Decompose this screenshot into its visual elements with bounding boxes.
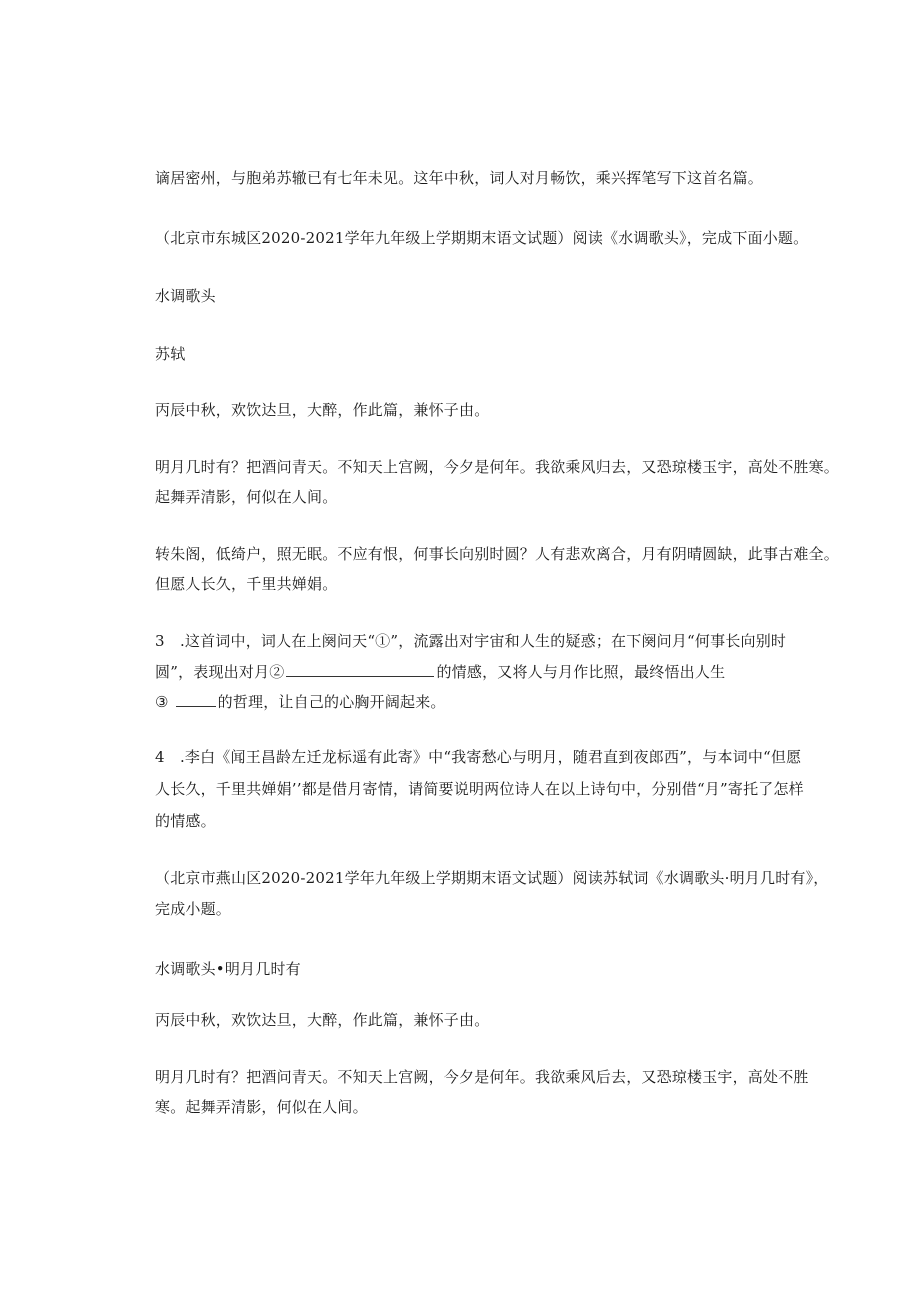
section1-preface: 丙辰中秋，欢饮达旦，大醉，作此篇，兼怀子由。 — [155, 401, 490, 419]
question4-line3: 的情感。 — [155, 812, 216, 830]
section2-stanza1-line2: 寒。起舞弄清影，何似在人间。 — [155, 1098, 368, 1116]
answer-blank-2[interactable] — [286, 661, 434, 677]
section2-preface: 丙辰中秋，欢饮达旦，大醉，作此篇，兼怀子由。 — [155, 1011, 490, 1029]
question4-line2: 人长久，千里共婵娟’’都是借月寄情，请简要说明两位诗人在以上诗句中，分别借“月”寄托了怎样 — [155, 780, 804, 798]
section1-stanza1-line1: 明月几时有？把酒问青天。不知天上宫阙，今夕是何年。我欲乘风归去，又恐琼楼玉宇，高处不胜寒。 — [155, 458, 840, 476]
section1-stanza2-line1: 转朱阁，低绮户，照无眠。不应有恨，何事长向别时圆？人有悲欢离合，月有阴晴圆缺，此事古难全。 — [155, 545, 840, 563]
question3-line3 — [155, 691, 446, 712]
section2-source-line2: 完成小题。 — [155, 900, 232, 918]
section1-poem-author: 苏轼 — [155, 345, 186, 363]
section2-poem-title: 水调歌头•明月几时有 — [155, 960, 301, 978]
section2-source-line1: （北京市燕山区2020-2021学年九年级上学期期末语文试题）阅读苏轼词《水调歌头·明月几时有》， — [155, 869, 829, 887]
section2-stanza1-line1: 明月几时有？把酒问青天。不知天上宫阙，今夕是何年。我欲乘风后去，又恐琼楼玉宇，高处不胜 — [155, 1068, 809, 1086]
question3-line2-pre: 圆”，表现出对月② — [155, 663, 285, 681]
question3-line3-pre: ③ — [155, 693, 169, 711]
section1-poem-title: 水调歌头 — [155, 287, 216, 305]
section1-stanza1-line2: 起舞弄清影，何似在人间。 — [155, 488, 338, 506]
section1-source: （北京市东城区2020-2021学年九年级上学期期末语文试题）阅读《水调歌头》，完成下面小题。 — [155, 229, 809, 247]
section1-stanza2-line2: 但愿人长久，千里共婵娟。 — [155, 575, 338, 593]
question3-line2-post: 的情感，又将人与月作比照，最终悟出人生 — [436, 663, 726, 681]
question3-line2 — [155, 661, 725, 682]
question4-line1: 4 .李白《闻王昌龄左迁龙标遥有此寄》中“我寄愁心与明月，随君直到夜郎西”，与本词中“但愿 — [155, 748, 802, 766]
question3-line1: 3 .这首词中，词人在上阕问天“①”，流露出对宇宙和人生的疑惑；在下阕问月“何事长向别时 — [155, 632, 787, 650]
question3-line3-post: 的哲理，让自己的心胸开阔起来。 — [217, 693, 446, 711]
answer-blank-3[interactable] — [176, 691, 216, 707]
intro-text: 谪居密州，与胞弟苏辙已有七年未见。这年中秋，词人对月畅饮，乘兴挥笔写下这首名篇。 — [155, 169, 764, 187]
